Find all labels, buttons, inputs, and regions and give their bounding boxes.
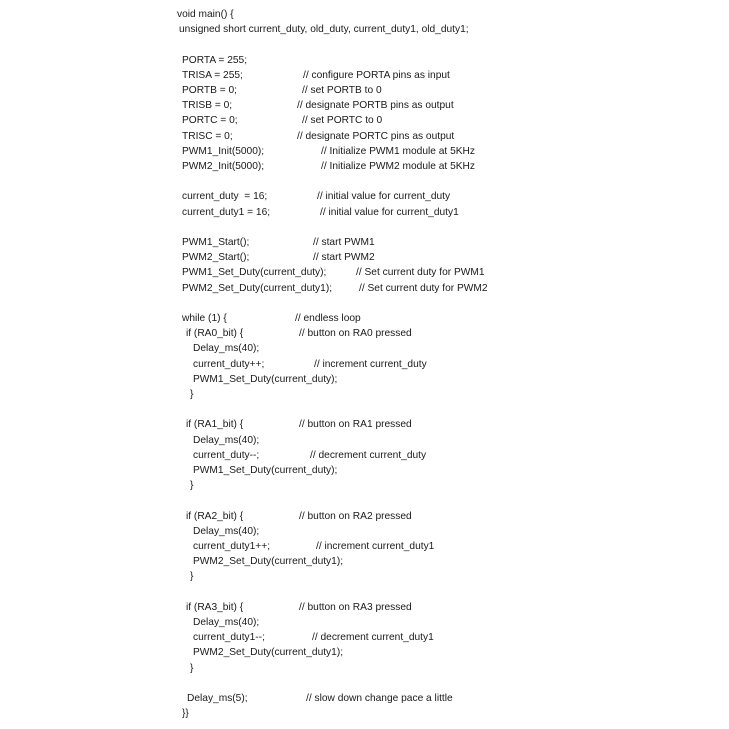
- code-statement: current_duty = 16;: [182, 191, 268, 203]
- code-line: [0, 281, 729, 296]
- code-comment: // start PWM2: [313, 252, 375, 264]
- code-line: [0, 83, 729, 98]
- code-line: [0, 205, 729, 220]
- code-line: [0, 311, 729, 326]
- code-statement: PWM2_Set_Duty(current_duty1);: [193, 556, 344, 568]
- code-line: [0, 22, 729, 37]
- code-line: [0, 129, 729, 144]
- code-comment: // initial value for current_duty: [317, 191, 451, 203]
- code-comment: // Set current duty for PWM1: [356, 267, 485, 279]
- code-line: [0, 113, 729, 128]
- code-line: [0, 235, 729, 250]
- code-line: [0, 509, 729, 524]
- code-statement: while (1) {: [182, 313, 227, 324]
- code-line: [0, 615, 729, 630]
- code-statement: PWM1_Set_Duty(current_duty);: [193, 465, 338, 476]
- code-statement: }: [190, 571, 194, 583]
- code-statement: PORTB = 0;: [182, 85, 238, 96]
- code-statement: PWM1_Set_Duty(current_duty);: [193, 373, 338, 385]
- code-line: [0, 661, 729, 676]
- code-statement: if (RA2_bit) {: [186, 510, 244, 522]
- code-line: [0, 554, 729, 569]
- code-statement: }: [190, 480, 194, 492]
- code-statement: Delay_ms(5);: [187, 693, 248, 704]
- code-line: [0, 326, 729, 341]
- code-line: [0, 569, 729, 584]
- code-statement: if (RA1_bit) {: [186, 419, 244, 431]
- code-comment: // start PWM1: [313, 237, 375, 248]
- code-line: [0, 189, 729, 204]
- code-line: [0, 7, 729, 22]
- code-line: [0, 691, 729, 706]
- code-statement: current_duty1--;: [193, 632, 265, 644]
- code-statement: PWM2_Start();: [182, 252, 250, 264]
- code-line: [0, 706, 729, 721]
- code-statement: if (RA3_bit) {: [186, 601, 244, 613]
- code-line: [0, 417, 729, 432]
- code-comment: // button on RA2 pressed: [299, 510, 412, 522]
- code-line: [0, 357, 729, 372]
- code-comment: // Set current duty for PWM2: [359, 282, 488, 294]
- code-line: [0, 68, 729, 83]
- code-line: [0, 600, 729, 615]
- code-statement: current_duty1 = 16;: [182, 206, 271, 218]
- code-comment: // button on RA0 pressed: [299, 328, 412, 340]
- code-line: [0, 630, 729, 645]
- code-statement: if (RA0_bit) {: [186, 328, 244, 340]
- code-comment: // Initialize PWM2 module at 5KHz: [321, 161, 476, 172]
- code-comment: // set PORTB to 0: [302, 85, 382, 96]
- code-statement: current_duty++;: [193, 358, 265, 370]
- code-statement: }: [190, 662, 194, 674]
- code-statement: PWM1_Set_Duty(current_duty);: [182, 267, 327, 279]
- code-comment: // decrement current_duty1: [312, 632, 434, 644]
- code-statement: PORTC = 0;: [182, 115, 238, 127]
- code-comment: // decrement current_duty: [310, 449, 427, 461]
- code-comment: // designate PORTB pins as output: [297, 100, 454, 112]
- code-line: [0, 53, 729, 68]
- code-comment: // set PORTC to 0: [302, 115, 383, 127]
- code-statement: PORTA = 255;: [182, 54, 248, 66]
- code-statement: Delay_ms(40);: [193, 434, 260, 446]
- code-comment: // configure PORTA pins as input: [303, 69, 450, 81]
- code-line: [0, 250, 729, 265]
- code-statement: Delay_ms(40);: [193, 525, 260, 537]
- code-statement: Delay_ms(40);: [193, 617, 260, 628]
- code-line: [0, 524, 729, 539]
- code-statement: }}: [182, 708, 189, 720]
- code-comment: // initial value for current_duty1: [320, 206, 459, 218]
- code-statement: current_duty1++;: [193, 541, 271, 552]
- code-line: [0, 265, 729, 280]
- code-line: [0, 463, 729, 478]
- code-statement: PWM2_Set_Duty(current_duty1);: [182, 282, 333, 294]
- code-comment: // increment current_duty1: [316, 541, 435, 552]
- code-comment: // Initialize PWM1 module at 5KHz: [321, 145, 476, 157]
- code-line: [0, 433, 729, 448]
- code-statement: PWM2_Init(5000);: [182, 161, 265, 172]
- code-line: [0, 387, 729, 402]
- code-statement: current_duty--;: [193, 449, 260, 461]
- code-comment: // slow down change pace a little: [306, 693, 453, 704]
- code-comment: // increment current_duty: [314, 358, 427, 370]
- code-comment: // button on RA3 pressed: [299, 601, 412, 613]
- code-statement: PWM1_Init(5000);: [182, 145, 265, 157]
- code-line: [0, 144, 729, 159]
- code-line: [0, 539, 729, 554]
- code-line: [0, 448, 729, 463]
- code-line: [0, 341, 729, 356]
- code-line: [0, 159, 729, 174]
- code-statement: PWM1_Start();: [182, 237, 250, 248]
- code-line: [0, 478, 729, 493]
- code-statement: PWM2_Set_Duty(current_duty1);: [193, 647, 344, 659]
- code-statement: TRISC = 0;: [182, 130, 233, 142]
- code-statement: void main() {: [177, 9, 234, 20]
- code-statement: Delay_ms(40);: [193, 343, 260, 355]
- code-statement: TRISB = 0;: [182, 100, 233, 112]
- code-statement: unsigned short current_duty, old_duty, current_duty1, old_duty1;: [179, 24, 469, 36]
- code-statement: TRISA = 255;: [182, 69, 243, 81]
- code-statement: }: [190, 389, 194, 400]
- code-line: [0, 372, 729, 387]
- code-comment: // button on RA1 pressed: [299, 419, 412, 431]
- code-comment: // designate PORTC pins as output: [297, 130, 455, 142]
- code-comment: // endless loop: [295, 313, 361, 324]
- code-line: [0, 645, 729, 660]
- code-line: [0, 98, 729, 113]
